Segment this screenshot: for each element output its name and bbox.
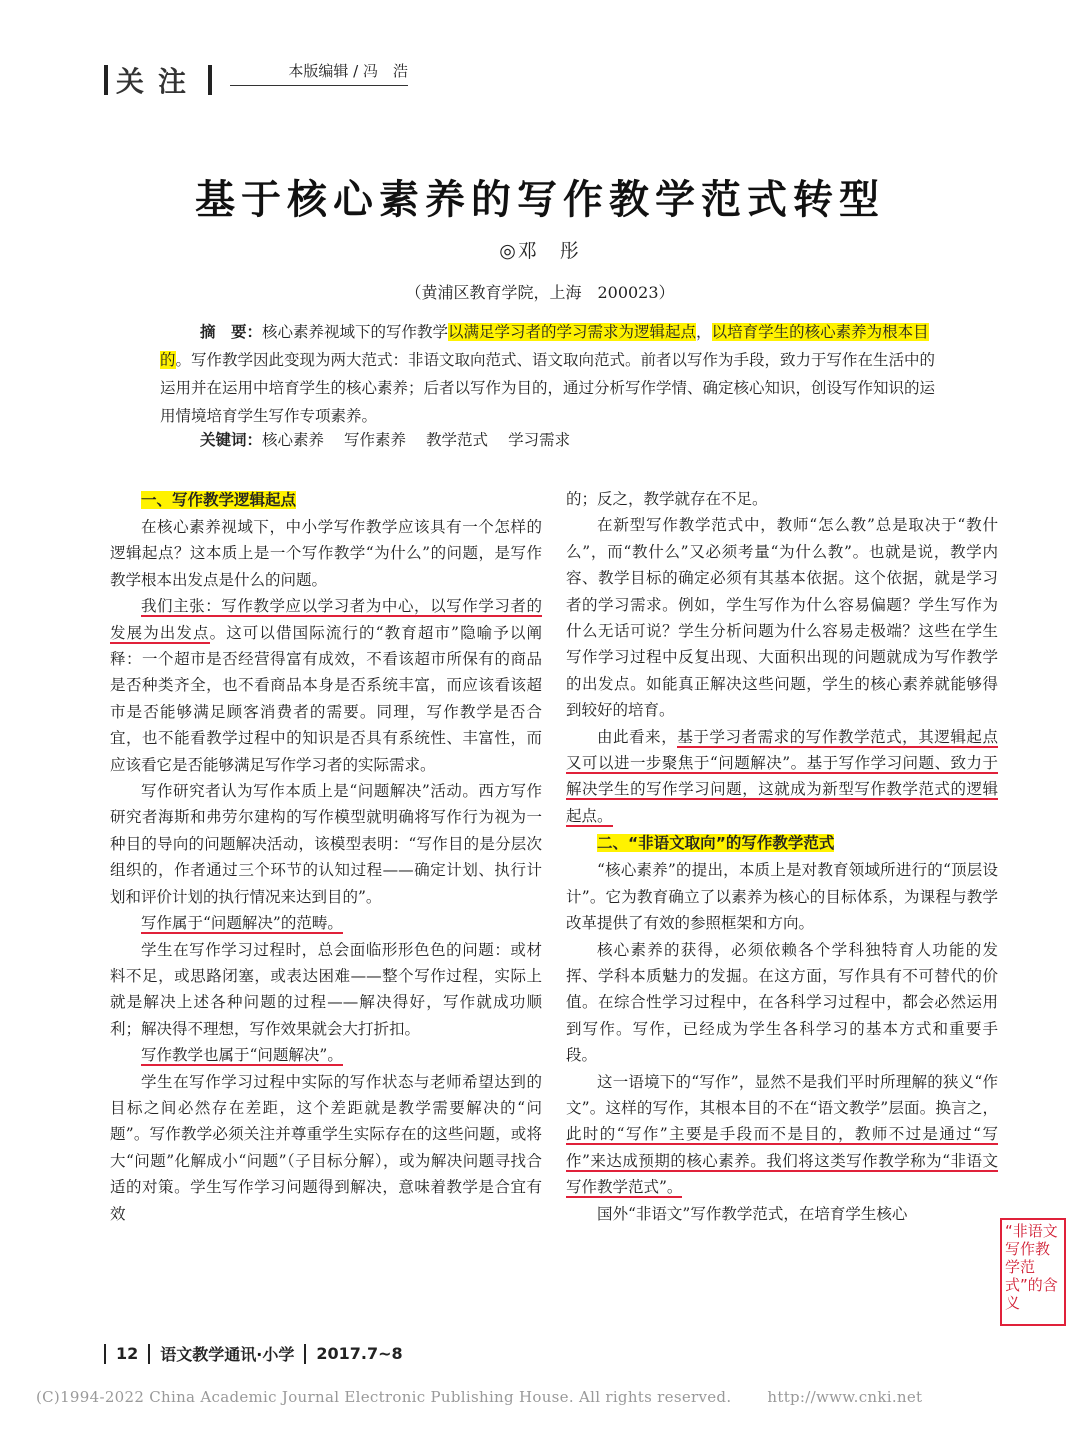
abstract-text-a: 核心素养视域下的写作教学 (262, 323, 449, 341)
copyright-text: (C)1994-2022 China Academic Journal Electronic Publishing House. All rights reserved. (36, 1388, 732, 1406)
abstract-highlight-2: 以培育学生的核心素养为根本目的 (160, 323, 929, 369)
underlined-text: 此时的“写作”主要是手段而不是目的，教师不过是通过“写作”来达成预期的核心素养。我们将这类写作教学称为“非语文写作教学范式”。 (566, 1125, 998, 1197)
page-footer (104, 1342, 403, 1365)
article-affiliation: （黄浦区教育学院，上海 200023） (405, 283, 675, 302)
footer-bar (148, 1344, 150, 1364)
header-bar-left (104, 65, 108, 95)
section-header (104, 60, 212, 100)
keyword: 教学范式 (426, 431, 489, 449)
paragraph (110, 910, 542, 936)
underlined-text: 基于学习者需求的写作教学范式，其逻辑起点又可以进一步聚焦于“问题解决”。基于写作学习问题、致力于解决学生的写作学习问题，这就成为新型写作教学范式的逻辑起点。 (566, 727, 998, 825)
paragraph: 学生在写作学习过程时，总会面临形形色色的问题：或材料不足，或思路闭塞，或表达困难——整个写作过程，实际上就是解决上述各种问题的过程——解决得好，写作就成功顺利；解决得不理想，写作效果就会大打折扣。 (110, 940, 542, 1038)
copyright-line (36, 1388, 922, 1406)
journal-name: 语文教学通讯·小学 (160, 1345, 295, 1364)
keywords-label: 关键词： (200, 431, 263, 449)
footer-bar (304, 1344, 306, 1364)
underlined-text: 我们主张：写作教学应以学习者为中心，以写作学习者的发展为出发点 (110, 597, 542, 642)
paragraph: 国外“非语文”写作教学范式，在培育学生核心 (597, 1204, 908, 1223)
editor-line: 本版编辑 / 冯 浩 (230, 60, 408, 86)
paragraph: 核心素养的获得，必须依赖各个学科独特育人功能的发挥、学科本质魅力的发掘。在这方面，写作具有不可替代的价值。在综合性学习过程中，在各科学习过程中，都会必然运用到写作。写作，已经成为学生各科学习的基本方式和重要手段。 (566, 940, 998, 1065)
paragraph: 由此看来，基于学习者需求的写作教学范式，其逻辑起点又可以进一步聚焦于“问题解决”。基于写作学习问题、致力于解决学生的写作学习问题，这就成为新型写作教学范式的逻辑起点。 (566, 727, 998, 825)
footer-bar (104, 1344, 106, 1364)
paragraph: 学生在写作学习过程中实际的写作状态与老师希望达到的目标之间必然存在差距，这个差距就是教学需要解决的“问题”。写作教学必须关注并尊重学生实际存在的这些问题，或将大“问题”化解成小“问题”（子目标分解），或为解决问题寻找合适的对策。学生写作学习问题得到解决，意味着教学是合宜有效 (110, 1072, 542, 1223)
article-author: ◎邓 彤 (499, 240, 581, 262)
section-tag: 关注 (116, 65, 201, 98)
underlined-text: 写作教学也属于“问题解决”。 (141, 1046, 343, 1065)
paragraph: 在新型写作教学范式中，教师“怎么教”总是取决于“教什么”，而“教什么”又必须考量“为什么教”。也就是说，教学内容、教学目标的确定必须有其基本依据。这个依据，就是学习者的学习需求。例如，学生写作为什么容易偏题？学生写作为什么无话可说？学生分析问题为什么容易走极端？这些在学生写作学习过程中反复出现、大面积出现的问题就成为写作教学的出发点。如能真正解决这些问题，学生的核心素养就能够得到较好的培育。 (566, 516, 998, 720)
left-column (110, 486, 542, 1227)
margin-annotation: “非语文写作教学范式”的含义 (1000, 1218, 1066, 1326)
cnki-url: http://www.cnki.net (767, 1388, 923, 1406)
paragraph: “核心素养”的提出，本质上是对教育领域所进行的“顶层设计”。它为教育确立了以素养为核心的目标体系，为课程与教学改革提供了有效的参照框架和方向。 (566, 861, 998, 933)
abstract (160, 318, 950, 430)
page-number: 12 (116, 1344, 139, 1363)
paragraph: 的；反之，教学就存在不足。 (566, 490, 768, 508)
abstract-text-b: ， (696, 323, 712, 341)
keyword: 写作素养 (344, 431, 407, 449)
section-heading-2: 二、“非语文取向”的写作教学范式 (597, 834, 835, 853)
keywords (200, 428, 950, 452)
abstract-text-c: 。写作教学因此变现为两大范式：非语文取向范式、语文取向范式。前者以写作为手段，致力于写作在生活中的运用并在运用中培育学生的核心素养；后者以写作为目的，通过分析写作学情、确定核心知识，创设写作知识的运用情境培育学生写作专项素养。 (160, 351, 936, 425)
paragraph: 写作研究者认为写作本质上是“问题解决”活动。西方写作研究者海斯和弗劳尔建构的写作模型就明确将写作行为视为一种目的导向的问题解决活动，该模型表明：“写作目的是分层次组织的，作者通过三个环节的认知过程——确定计划、执行计划和评价计划的执行情况来达到目的”。 (110, 782, 542, 906)
right-column (566, 486, 998, 1227)
keyword: 核心素养 (262, 431, 325, 449)
abstract-highlight-1: 以满足学习者的学习需求为逻辑起点 (448, 323, 697, 341)
article-title: 基于核心素养的写作教学范式转型 (195, 176, 885, 223)
section-heading-1: 一、写作教学逻辑起点 (141, 491, 297, 509)
paragraph: 我们主张：写作教学应以学习者为中心，以写作学习者的发展为出发点。这可以借国际流行的“教育超市”隐喻予以阐释：一个超市是否经营得富有成效，不看该超市所保有的商品是否种类齐全，也不看商品本身是否系统丰富，而应该看该超市是否能够满足顾客消费者的需要。同理，写作教学是否合宜，也不能看教学过程中的知识是否具有系统性、丰富性，而应该看它是否能够满足写作学习者的实际需求。 (110, 597, 542, 774)
abstract-label: 摘 要： (200, 323, 263, 341)
issue-number: 2017.7~8 (316, 1344, 403, 1363)
paragraph: 这一语境下的“写作”，显然不是我们平时所理解的狭义“作文”。这样的写作，其根本目的不在“语文教学”层面。换言之，此时的“写作”主要是手段而不是目的，教师不过是通过“写作”来达成预期的核心素养。我们将这类写作教学称为“非语文写作教学范式”。 (566, 1072, 998, 1197)
header-bar-right (208, 65, 212, 95)
paragraph (110, 1042, 542, 1068)
underlined-text: 写作属于“问题解决”的范畴。 (141, 914, 343, 933)
paragraph: 在核心素养视域下，中小学写作教学应该具有一个怎样的逻辑起点？这本质上是一个写作教学“为什么”的问题，是写作教学根本出发点是什么的问题。 (110, 518, 542, 589)
keyword: 学习需求 (508, 431, 571, 449)
